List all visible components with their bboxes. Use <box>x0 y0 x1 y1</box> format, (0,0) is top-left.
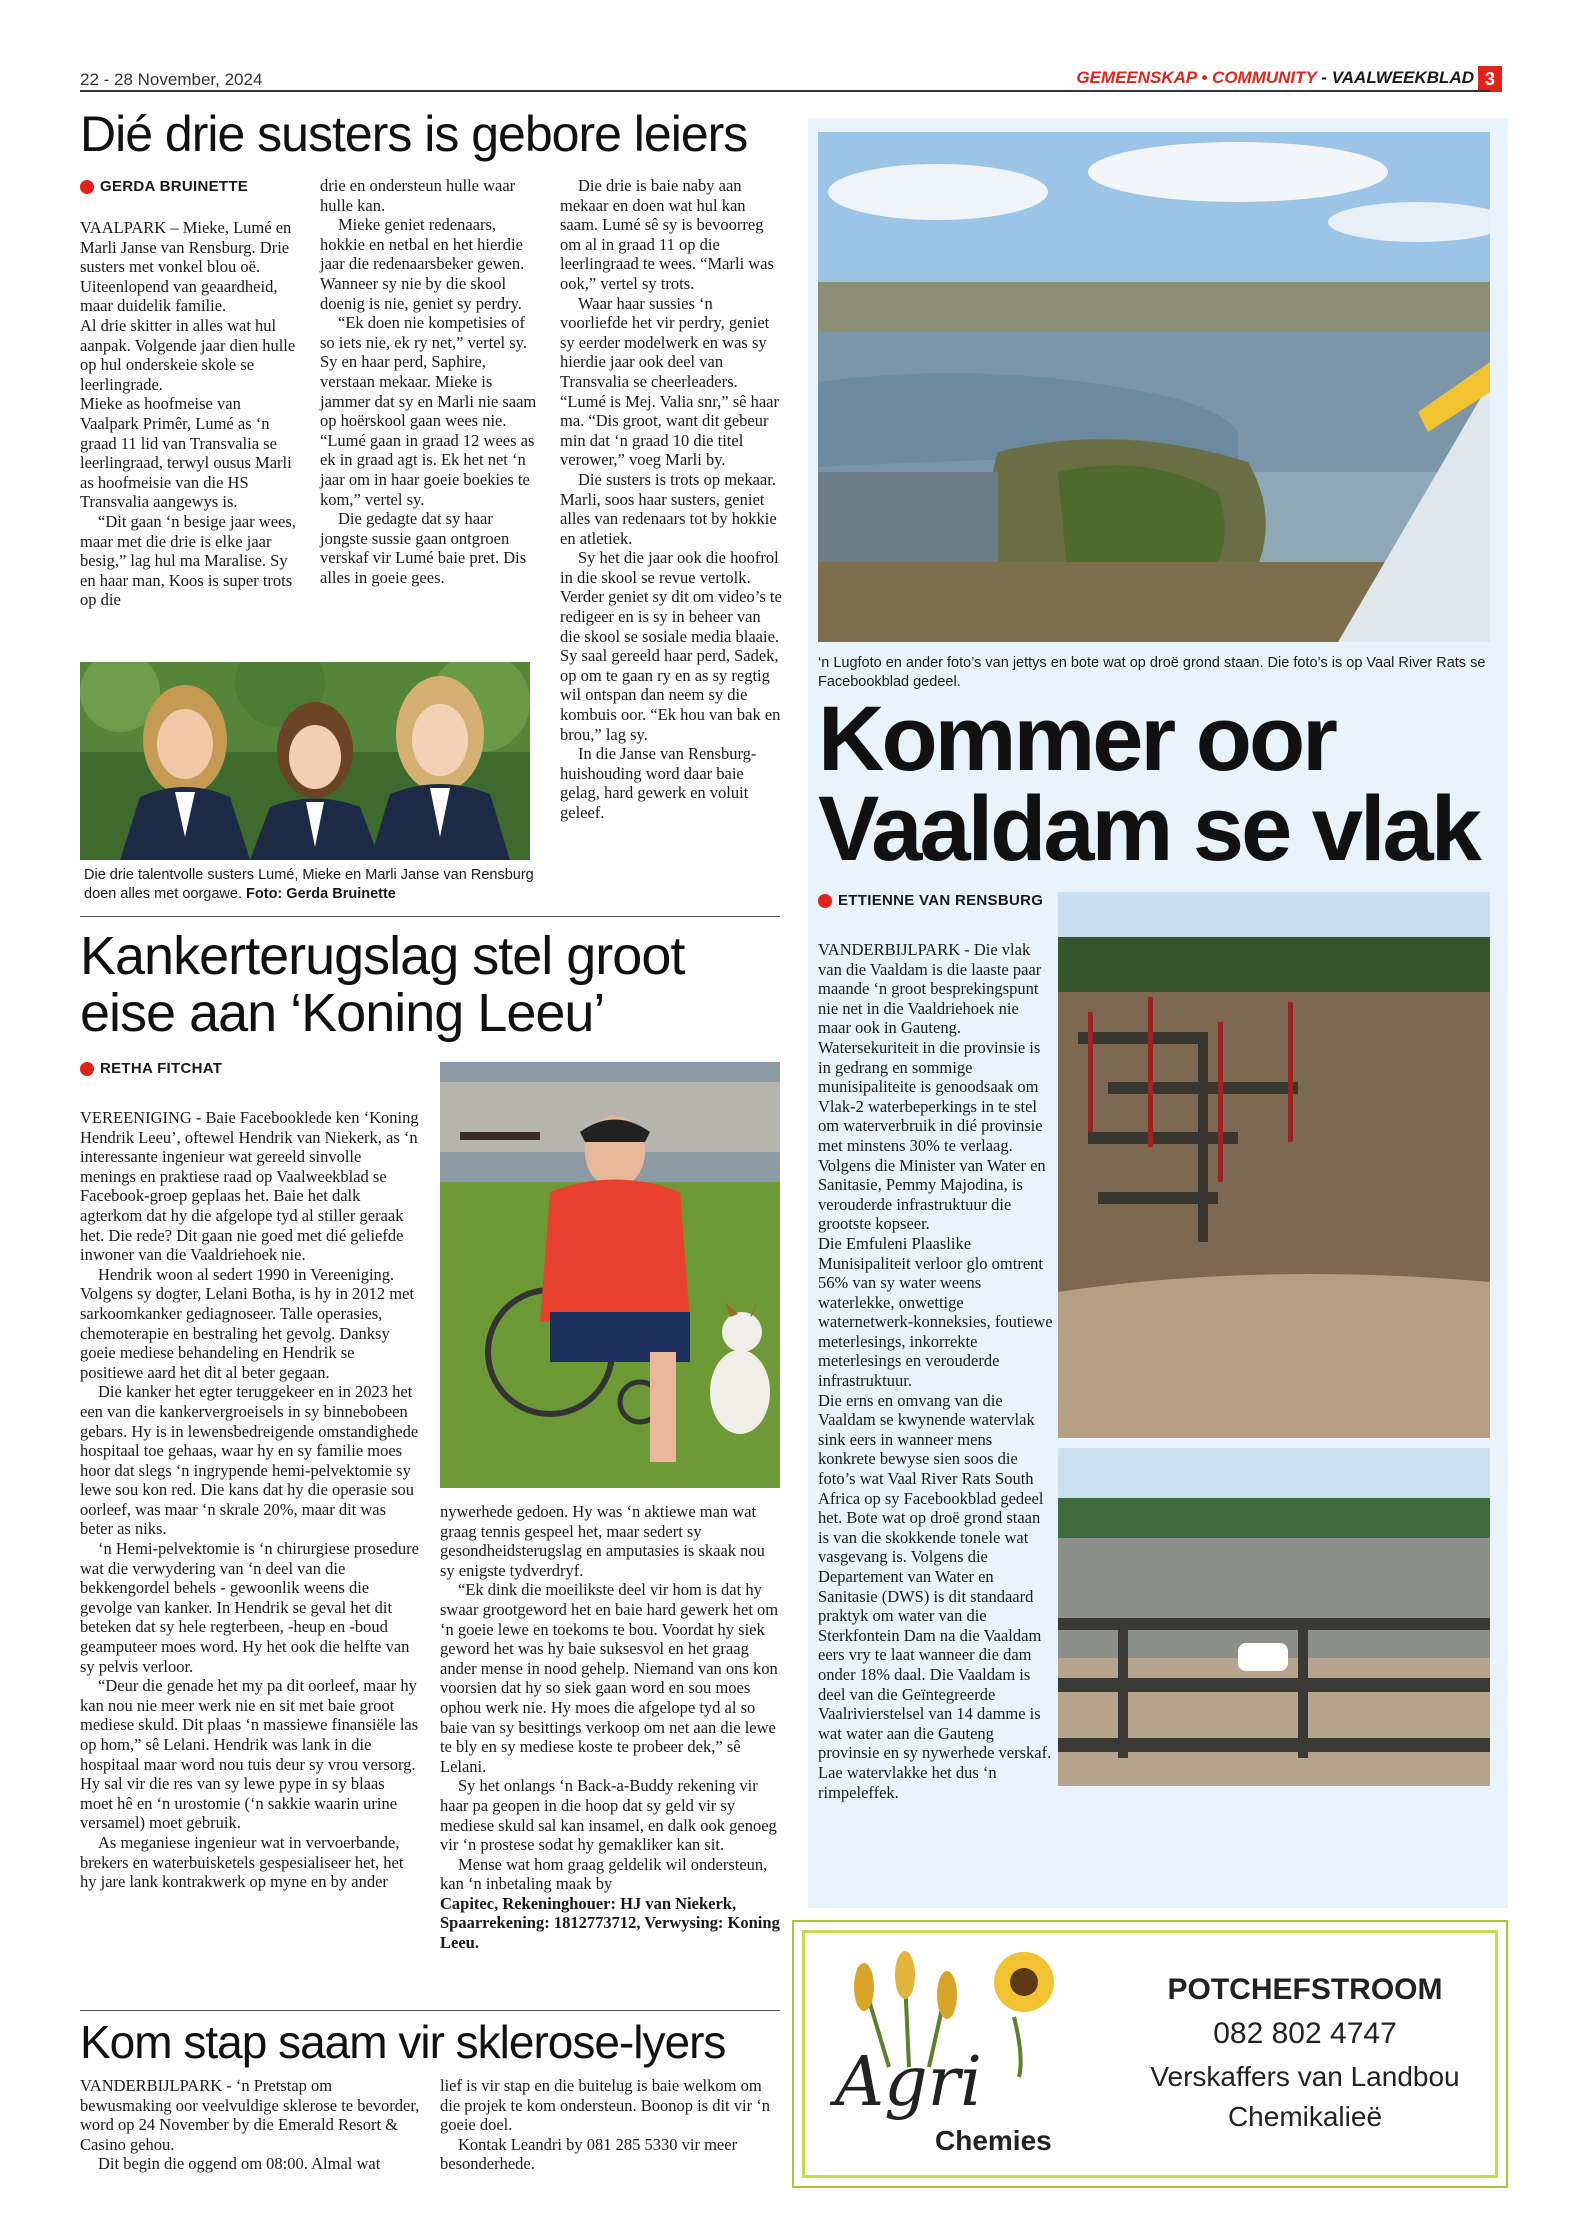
article1-col1 <box>80 218 300 610</box>
advert-frame <box>802 1930 1498 2178</box>
article3-col2-p1: lief is vir stap en die buitelug is baie welkom om die projek te kom ondersteun. Boonop is dit vir ‘n goeie doel. <box>440 2076 770 2135</box>
advert-logo-word: Agri <box>835 2043 982 2122</box>
article3-col1 <box>80 2076 420 2174</box>
article4-headline-line1: Kommer oor <box>818 688 1335 790</box>
header-rule <box>80 90 1490 92</box>
article2-col2-p1: nywerhede gedoen. Hy was ‘n aktiewe man wat graag tennis gespeel het, maar sedert sy gesondheidsterugslag en amputasies is skaak nou sy enigste tydverdryf. <box>440 1502 765 1580</box>
section-dash: - <box>1321 68 1327 87</box>
jetty-photo-2 <box>1058 1448 1490 1786</box>
divider-2 <box>80 2010 780 2011</box>
article1-caption-credit: Foto: Gerda Bruinette <box>246 886 396 902</box>
article1-col3 <box>560 176 782 823</box>
article3-col2 <box>440 2076 780 2174</box>
article1-byline <box>80 178 248 195</box>
article4-body-p4: Die erns en omvang van die Vaaldam se kwynende watervlak sink eers in wanneer mens konkrete bewyse sien soos die foto’s wat Vaal River Rats South Africa op sy Facebookblad gedeel het. Bote wat op droë grond staan is van die skokkende tonele wat vasgevang is. Volgens die Departement van Water en Sanitasie (DWS) is dit standaard praktyk om water van die Sterkfontein Dam na die Vaaldam eers vry te laat wanneer die dam onder 18% daal. Die Vaaldam is deel van die Geïntegreerde Vaalrivierstelsel van 14 damme is wat water aan die Gauteng provinsie en sy nywerhede verskaf. Lae watervlakke het dus ‘n rimpeleffek. <box>818 1390 1052 1802</box>
article1-col3-p3: Die susters is trots op mekaar. Marli, soos haar susters, geniet alles van redenaars tot by hokkie en atletiek. <box>560 469 777 548</box>
advert-city: POTCHEFSTROOM <box>1167 1973 1443 2006</box>
article2-col1-p3: Die kanker het egter teruggekeer en in 2023 het een van die kankervergroeisels in sy binnebobeen gebars. Hy is in lewensbedreigende omstandighede hospitaal toe gehaas, waar hy en sy familie moes hoor dat slegs ‘n ingrypende hemi-pelvektomie sy lewe sou kon red. Die kans dat hy die operasie sou oorleef, was maar ‘n skrale 20%, maar dit was beter as niks. <box>80 1382 419 1539</box>
article2-author: RETHA FITCHAT <box>100 1060 223 1077</box>
section-label <box>1076 68 1474 88</box>
article1-author: GERDA BRUINETTE <box>100 178 249 195</box>
agri-chemies-advert[interactable] <box>792 1920 1508 2188</box>
article3-col2-p2: Kontak Leandri by 081 285 5330 vir meer besonderhede. <box>440 2134 738 2174</box>
aerial-photo <box>818 132 1490 642</box>
article2-headline-line2: eise aan ‘Koning Leeu’ <box>80 982 605 1043</box>
article1-caption <box>84 866 534 904</box>
article1-caption-text: Die drie talentvolle susters Lumé, Mieke en Marli Janse van Rensburg doen alles met oorgawe. <box>84 867 534 902</box>
advert-line2: Chemikalieë <box>1227 2101 1383 2132</box>
article4-body-p1: VANDERBIJLPARK - Die vlak van die Vaaldam is die laaste paar maande ‘n groot besprekingspunt nie net in die Vaaldriehoek nie maar ook in Gauteng. <box>818 940 1042 1038</box>
article4-caption: ‘n Lugfoto en ander foto’s van jettys en bote wat op droë grond staan. Die foto’s is op Vaal River Rats se Facebookblad gedeel. <box>818 655 1486 690</box>
article1-col1-p1: VAALPARK – Mieke, Lumé en Marli Janse van Rensburg. Drie susters met vonkel blou oë. Uiteenlopend van geaardheid, maar duidelik familie. <box>80 218 292 316</box>
article1-col2 <box>320 176 540 587</box>
article2-col1-p5: “Deur die genade het my pa dit oorleef, maar hy kan nou nie meer werk nie en sit met baie groot mediese skuld. Dit plaas ‘n massiewe finansiële las op hom,” sê Lelani. Hendrik was lank in die hospitaal maar word nou tuis deur sy vrou versorg. Hy sal vir die res van sy lewe pype in sy blaas moet hê en ‘n urostomie (‘n sakkie waarin urine versamel) moet gebruik. <box>80 1676 419 1833</box>
page-number: 3 <box>1478 66 1502 92</box>
section-gemeenskap: GEMEENSKAP <box>1076 68 1197 87</box>
article4-author: ETTIENNE VAN RENSBURG <box>838 892 1044 909</box>
section-bullet: • <box>1201 68 1208 87</box>
article1-col2-p3: “Ek doen nie kompetisies of so iets nie, ek ry net,” vertel sy. Sy en haar perd, Saphire, verstaan mekaar. Mieke is jammer dat sy en Marli nie saam op hoërskool gaan wees nie. “Lumé gaan in graad 12 wees as ek in graad agt is. Ek het net ‘n jaar om in haar goeie boekies te kom,” vertel sy. <box>320 313 537 509</box>
section-community: COMMUNITY <box>1212 68 1317 87</box>
article2-col1-p6: As meganiese ingenieur wat in vervoerbande, brekers en waterbuisketels gespesialiseer het, het hy jare lank kontrakwerk op myne en by ander <box>80 1832 404 1892</box>
article1-col3-p2: Waar haar sussies ‘n voorliefde het vir perdry, geniet sy eerder modelwerk en was sy hierdie jaar ook deel van Transvalia se cheerleaders. “Lumé is Mej. Valia snr,” sê haar ma. “Dis groot, want dit gebeur min dat ‘n graad 10 die titel verower,” voeg Marli by. <box>560 293 779 470</box>
article3-col1-p2: Dit begin die oggend om 08:00. Almal wat <box>98 2154 381 2174</box>
hendrik-photo <box>440 1062 780 1488</box>
article2-col1-p2: Hendrik woon al sedert 1990 in Vereeniging. Volgens sy dogter, Lelani Botha, is hy in 2012 met sarkoomkanker gediagnoseer. Talle operasies, chemoterapie en bestraling het gevolg. Danksy goeie mediese behandeling en Hendrik se positiewe aard het dit al beter gegaan. <box>80 1264 415 1382</box>
article2-col2 <box>440 1502 780 1953</box>
article4-body-p3: Die Emfuleni Plaaslike Munisipaliteit verloor glo omtrent 56% van sy water weens waterlekke, onwettige waternetwerk-konneksies, foutiewe meterlesings, inkorrekte meterlesings en verouderde infrastruktuur. <box>818 1233 1053 1391</box>
jetty-photo-1 <box>1058 892 1490 1438</box>
article3-headline: Kom stap saam vir sklerose-lyers <box>80 2016 726 2068</box>
byline-dot-icon <box>80 180 94 194</box>
article1-col2-p1: drie en ondersteun hulle waar hulle kan. <box>320 176 516 215</box>
article4-body-p2: Watersekuriteit in die provinsie is in gedrang en sommige munisipaliteite is genoodsaak om Vlak-2 waterbeperkings in te stel om waterverbruik in dié provinsie met minstens 30% te verlaag. Volgens die Minister van Water en Sanitasie, Pemmy Majodina, is verouderde infrastruktuur die grootste kopseer. <box>818 1037 1046 1234</box>
article1-col2-p2: Mieke geniet redenaars, hokkie en netbal en het hierdie jaar die redenaarsbeker gewen. Wanneer sy nie by die skool doenig is nie, geniet sy perdry. <box>320 215 525 313</box>
article1-col2-p4: Die gedagte dat sy haar jongste sussie gaan ontgroen verskaf vir Lumé baie pret. Dis alles in goeie gees. <box>320 509 527 587</box>
advert-line1: Verskaffers van Landbou <box>1150 2061 1460 2092</box>
article2-byline <box>80 1060 222 1077</box>
article4-byline <box>818 892 1043 909</box>
article1-col3-p5: In die Janse van Rensburg-huishouding word daar baie gelag, hard gewerk en voluit geleef. <box>560 744 757 822</box>
article4-body <box>818 940 1053 1802</box>
byline-dot-icon <box>80 1062 94 1076</box>
article2-headline <box>80 928 684 1041</box>
article1-col3-p1: Die drie is baie naby aan mekaar en doen wat hul kan saam. Lumé sê sy is bevoorreg om al in graad 11 op die leerlingraad te wees. “Marli was ook,” vertel sy trots. <box>560 176 774 293</box>
article2-bank-details: Capitec, Rekeninghouer: HJ van Niekerk, Spaarrekening: 1812773712, Verwysing: Koning Leeu. <box>440 1893 780 1953</box>
article2-col2-p2: “Ek dink die moeilikste deel vir hom is dat hy swaar grootgeword het en baie hard gewerk het om ‘n goeie lewe en toekoms te bou. Voordat hy siek geword het was hy baie suksesvol en het graag ander mense in nood gehelp. Niemand van ons kon voorsien dat hy so siek gaan word en sou moes ophou werk nie. Hy moes die afgelope tyd al so baie van sy besittings verkoop om net aan die lewe te bly en sy mediese koste te probeer dek,” sê Lelani. <box>440 1580 779 1776</box>
sisters-photo <box>80 662 530 860</box>
article2-col1 <box>80 1108 420 1892</box>
article1-col1-p4: “Dit gaan ‘n besige jaar wees, maar met die drie is elke jaar besig,” lag hul ma Maralise. Sy en haar man, Koos is super trots op die <box>80 511 296 610</box>
article3-col1-p1: VANDERBIJLPARK - ‘n Pretstap om bewusmaking oor veelvuldige sklerose te bevorder, word op 24 November by die Emerald Resort & Casino gehou. <box>80 2076 420 2154</box>
article2-col1-p4: ‘n Hemi-pelvektomie is ‘n chirurgiese prosedure wat die verwydering van ‘n deel van die bekkengordel behels - gewoonlik weens die gevolge van kanker. In Hendrik se geval het dit beteken dat sy hele regterbeen, -heup en -boud geamputeer moes word. Hy het ook die helfte van sy pelvis verloor. <box>80 1539 419 1676</box>
article2-col2-p3: Sy het onlangs ‘n Back-a-Buddy rekening vir haar pa geopen in die hoop dat sy geld vir sy mediese skuld sal kan insamel, en dalk ook genoeg vir ‘n prostese sodat hy gemakliker kan sit. <box>440 1776 777 1855</box>
byline-dot-icon <box>818 894 832 908</box>
advert-logo-sub: Chemies <box>935 2125 1052 2156</box>
divider-1 <box>80 916 780 917</box>
issue-date: 22 - 28 November, 2024 <box>80 70 263 89</box>
paper-name: VAALWEEKBLAD <box>1331 68 1474 87</box>
article2-col2-p4: Mense wat hom graag geldelik wil ondersteun, kan ‘n inbetaling maak by <box>440 1854 768 1894</box>
advert-phone[interactable]: 082 802 4747 <box>1213 2017 1397 2050</box>
article1-col3-p4: Sy het die jaar ook die hoofrol in die skool se revue vertolk. Verder geniet sy dit om video’s te redigeer en is sy in beheer van die skool se sosiale media blaaie. Sy saal gereeld haar perd, Sadek, op om te gaan ry en as sy regtig wil ontspan dan neem sy die kombuis oor. “Ek hou van bak en brou,” lag sy. <box>560 548 782 744</box>
article2-col1-p1: VEREENIGING - Baie Facebooklede ken ‘Koning Hendrik Leeu’, oftewel Hendrik van Niekerk, as ‘n interessante ingenieur wat gereeld sinvolle menings en praktiese raad op Vaalweekblad se Facebook-groep geplaas het. Baie het dalk agterkom dat hy die afgelope tyd al stiller geraak het. Die rede? Dit gaan nie goed met dié geliefde inwoner van die Vaaldriehoek nie. <box>80 1108 419 1265</box>
article4-headline-line2: Vaaldam se vlak <box>818 778 1479 880</box>
article1-col1-p2: Al drie skitter in alles wat hul aanpak. Volgende jaar dien hulle op hul onderskeie skole se leerlingrade. <box>80 315 296 394</box>
article4-headline <box>818 688 1479 880</box>
article1-col1-p3: Mieke as hoofmeise van Vaalpark Primêr, Lumé as ‘n graad 11 lid van Transvalia se leerlingraad, terwyl ousus Marli as hoofmeisie van die HS Transvalia aangewys is. <box>80 394 292 512</box>
article2-headline-line1: Kankerterugslag stel groot <box>80 926 685 986</box>
article1-headline: Dié drie susters is gebore leiers <box>80 106 748 162</box>
